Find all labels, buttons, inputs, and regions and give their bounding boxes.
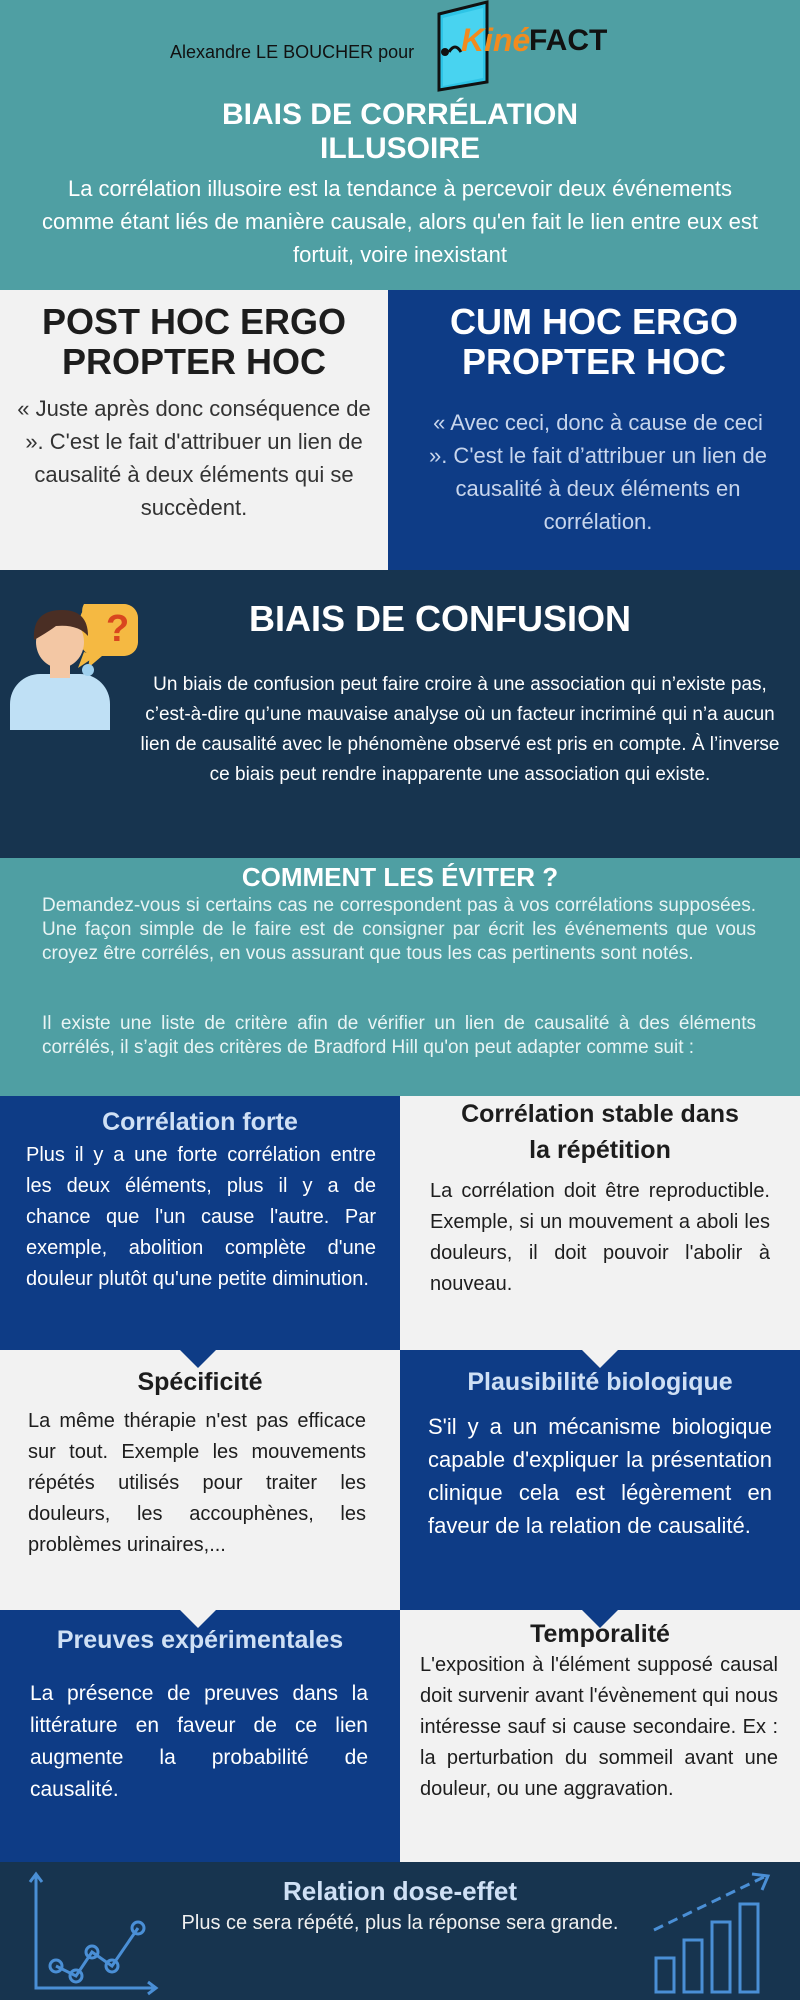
avoid-title: COMMENT LES ÉVITER ? — [241, 862, 559, 892]
avoid-paragraph-1: Demandez-vous si certains cas ne correspondent pas à vos corrélations supposées. Une façon simple de le faire est de consigner par écrit les événements que vous croyez être corrélés, en vous assurant que tous les cas pertinents sont notés. — [42, 895, 756, 964]
criterion-stable-correlation — [400, 1096, 800, 1350]
specificity-title: Spécificité — [137, 1368, 263, 1396]
post-hoc-title-line1: POST HOC ERGO — [41, 301, 347, 342]
criterion-experimental — [0, 1610, 400, 1862]
experimental-title: Preuves expérimentales — [56, 1626, 344, 1654]
plausibility-title: Plausibilité biologique — [467, 1368, 733, 1396]
temporality-title: Temporalité — [530, 1620, 670, 1648]
criterion-temporality — [400, 1610, 800, 1862]
cum-hoc-title — [388, 302, 800, 382]
cum-hoc-title-line1: CUM HOC ERGO — [450, 301, 738, 342]
logo-text-kine: Kiné — [461, 22, 531, 58]
confusion-section — [0, 570, 800, 858]
cum-hoc-title-line2: PROPTER HOC — [461, 341, 727, 382]
experimental-text: La présence de preuves dans la littérature en faveur de ce lien augmente la probabilité de causalité. — [30, 1682, 368, 1801]
criterion-strong-correlation — [0, 1096, 400, 1350]
criterion-specificity — [0, 1350, 400, 1610]
post-hoc-text: « Juste après donc conséquence de ». C'est le fait d'attribuer un lien de causalité à deux éléments qui se succèdent. — [17, 396, 371, 520]
header-section — [0, 0, 800, 290]
cum-hoc-section — [388, 290, 800, 570]
main-title-line1: BIAIS DE CORRÉLATION — [221, 98, 579, 131]
stable-title-line2: la répétition — [529, 1136, 671, 1164]
specificity-text: La même thérapie n'est pas efficace sur tout. Exemple les mouvements répétés utilisés pour traiter les douleurs, les accouphènes, les problèmes urinaires,... — [28, 1410, 366, 1556]
post-hoc-title-line2: PROPTER HOC — [61, 341, 327, 382]
dose-effect-title: Relation dose-effet — [282, 1876, 518, 1906]
dose-effect-text: Plus ce sera répété, plus la réponse sera grande. — [181, 1912, 619, 1934]
kinefact-logo — [435, 0, 615, 92]
pointer-arrow — [180, 1350, 216, 1368]
strong-correlation-title: Corrélation forte — [102, 1108, 298, 1136]
plausibility-text: S'il y a un mécanisme biologique capable d'expliquer la présentation clinique cela est légèrement en faveur de la relation de causalité. — [428, 1414, 772, 1538]
stable-title-line1: Corrélation stable dans — [461, 1100, 739, 1128]
post-hoc-section — [0, 290, 388, 570]
footer-section — [0, 1862, 800, 2000]
thinking-person-icon — [10, 590, 140, 730]
main-title-line2: ILLUSOIRE — [319, 132, 480, 165]
intro-text: La corrélation illusoire est la tendance à percevoir deux événements comme étant liés de manière causale, alors qu'en fait le lien entre eux est fortuit, voire inexistant — [42, 176, 758, 267]
criterion-plausibility — [400, 1350, 800, 1610]
pointer-arrow — [582, 1350, 618, 1368]
confusion-text: Un biais de confusion peut faire croire à une association qui n’existe pas, c’est-à-dire qu’une mauvaise analyse où un facteur incriminé qui n’a aucun lien de causalité avec le phénomène observé est pris en compte. À l’inverse ce biais peut rendre inapparente une association qui existe. — [140, 674, 780, 785]
temporality-text: L'exposition à l'élément supposé causal doit survenir avant l'évènement qui nous intéresse sauf si cause secondaire. Ex : la perturbation du sommeil avant une douleur, ou une aggravation. — [420, 1654, 778, 1800]
main-title — [0, 98, 800, 166]
logo-text-fact: FACT — [529, 24, 608, 57]
avoid-paragraph-2: Il existe une liste de critère afin de vérifier un lien de causalité à des éléments corrélés, il s’agit des critères de Bradford Hill qu'on peut adapter comme suit : — [42, 1013, 756, 1058]
strong-correlation-text: Plus il y a une forte corrélation entre les deux éléments, plus il y a de chance que l'un cause l'autre. Par exemple, abolition complète d'une douleur plutôt qu'une petite diminution. — [26, 1144, 376, 1290]
confusion-title: BIAIS DE CONFUSION — [248, 598, 632, 639]
avoid-section — [0, 858, 800, 1096]
cum-hoc-text: « Avec ceci, donc à cause de ceci ». C'est le fait d’attribuer un lien de causalité à deux éléments en corrélation. — [428, 410, 768, 534]
author-credit: Alexandre LE BOUCHER pour — [170, 42, 415, 62]
stable-correlation-text: La corrélation doit être reproductible. Exemple, si un mouvement a aboli les douleurs, il doit pouvoir l'abolir à nouveau. — [430, 1180, 770, 1295]
post-hoc-title — [0, 302, 388, 382]
bar-chart-icon — [648, 1868, 778, 1996]
question-mark: ? — [106, 608, 130, 650]
stable-correlation-title — [400, 1096, 800, 1168]
